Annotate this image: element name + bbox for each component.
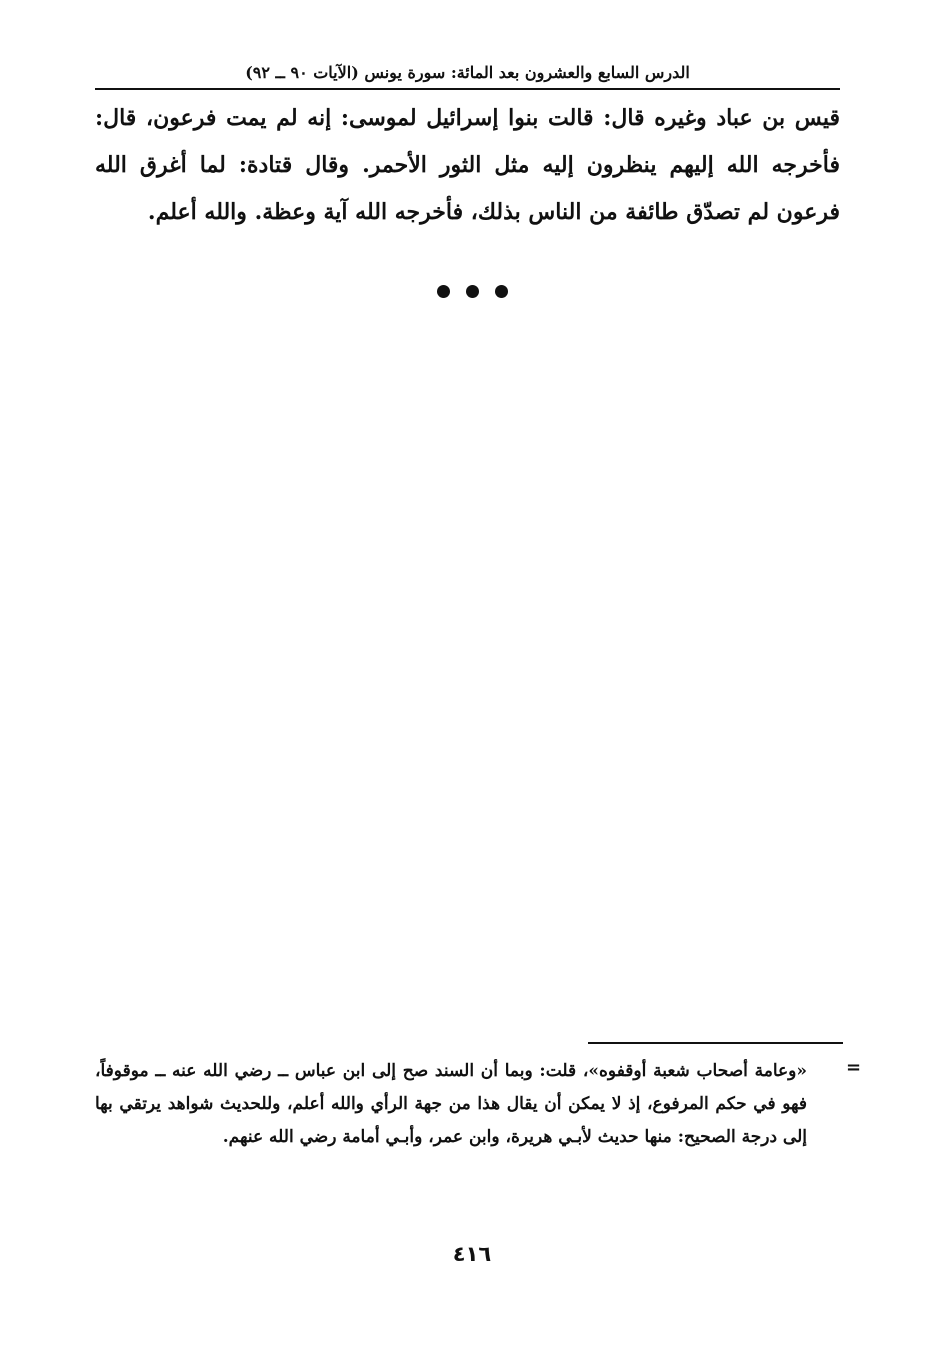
separator-dot (495, 285, 508, 298)
header-divider (95, 88, 840, 90)
separator-dot (466, 285, 479, 298)
footnote-paragraph: «وعامة أصحاب شعبة أوقفوه»، قلت: وبما أن السند صح إلى ابن عباس ــ رضي الله عنه ــ موقوفاً، فهو في حكم المرفوع، إذ لا يمكن أن يقال هذا من جهة الرأي والله أعلم، وللحديث شواهد يرتقي بها إلى درجة الصحيح: منها حديث لأبـي هريرة، وابن عمر، وأبـي أمامة رضي الله عنهم. (95, 1061, 807, 1147)
running-header: الدرس السابع والعشرون بعد المائة: سورة يونس (الآيات ٩٠ ــ ٩٢) (245, 63, 690, 82)
separator-dot (437, 285, 450, 298)
main-text (95, 95, 840, 236)
page-number: ٤١٦ (452, 1242, 492, 1266)
footnote-divider (588, 1042, 843, 1044)
footnote (95, 1055, 807, 1154)
section-separator (0, 285, 944, 298)
footnote-continuation-marker: = (846, 1057, 862, 1078)
main-paragraph: قيس بن عباد وغيره قال: قالت بنوا إسرائيل لموسى: إنه لم يمت فرعون، قال: فأخرجه الله إليهم ينظرون إليه مثل الثور الأحمر. وقال قتادة: لما أغرق الله فرعون لم تصدّق طائفة من الناس بذلك، فأخرجه الله آية وعظة. والله أعلم. (95, 105, 840, 225)
